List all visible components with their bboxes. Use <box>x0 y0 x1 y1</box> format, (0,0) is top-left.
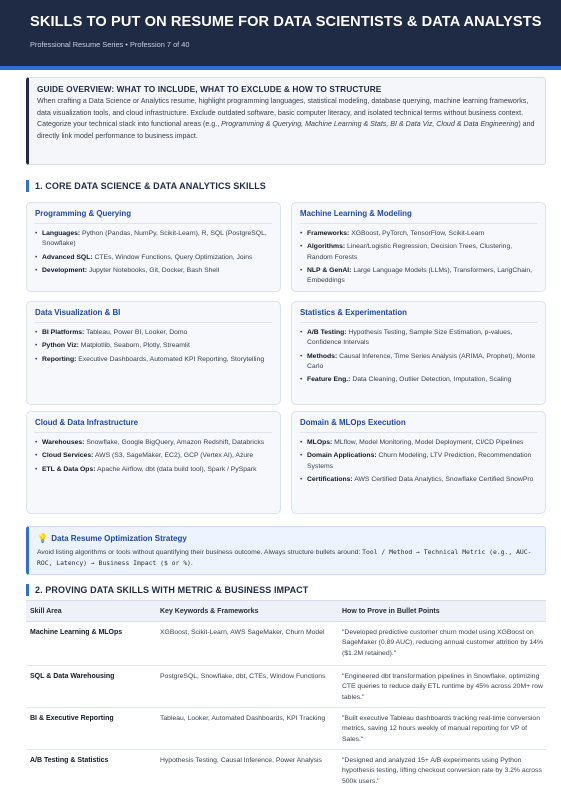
skill-item: • Development: Jupyter Notebooks, Git, Docker, Bash Shell <box>35 266 272 276</box>
guide-overview-box <box>26 77 546 165</box>
table-cell: "Built executive Tableau dashboards tracking real-time conversion metrics, saving 12 hours weekly of manual reporting for VP of Sales." <box>342 715 540 743</box>
section-heading-proving-skills: 2. PROVING DATA SKILLS WITH METRIC & BUSINESS IMPACT <box>26 584 308 596</box>
skill-item: • Reporting: Executive Dashboards, Automated KPI Reporting, Storytelling <box>35 355 272 365</box>
table-cell: "Engineered dbt transformation pipelines in Snowflake, optimizing CTE queries to reduce daily ETL runtime by 45% across 20M+ row tables." <box>342 673 543 701</box>
skill-card-visualization <box>26 301 281 405</box>
strategy-text <box>37 547 537 569</box>
skill-item: • NLP & GenAI: Large Language Models (LLMs), Transformers, LangChain, Embeddings <box>300 266 537 287</box>
table-header-cell: Skill Area <box>30 607 62 615</box>
section-heading-core-skills: 1. CORE DATA SCIENCE & DATA ANALYTICS SKILLS <box>26 180 266 192</box>
skill-item: • Certifications: AWS Certified Data Analytics, Snowflake Certified SnowPro <box>300 475 537 485</box>
guide-text <box>37 96 537 142</box>
table-cell: A/B Testing & Statistics <box>30 757 109 764</box>
table-cell: PostgreSQL, Snowflake, dbt, CTEs, Window Functions <box>160 673 326 680</box>
strategy-formula: Tool / Method → Technical Metric (e.g., AUC-ROC, Latency) → Business Impact ($ or %) <box>37 548 532 567</box>
skill-card-mlops <box>291 411 546 514</box>
table-cell: SQL & Data Warehousing <box>30 673 115 680</box>
guide-text-part: ) and directly link model performance to business impact. <box>37 120 535 140</box>
table-cell: Machine Learning & MLOps <box>30 629 123 636</box>
skill-item: • Cloud Services: AWS (S3, SageMaker, EC2), GCP (Vertex AI), Azure <box>35 451 272 461</box>
skill-item: • Frameworks: XGBoost, PyTorch, TensorFlow, Scikit-Learn <box>300 229 537 239</box>
skill-card-statistics <box>291 301 546 405</box>
skill-item: • Domain Applications: Churn Modeling, LTV Prediction, Recommendation Systems <box>300 451 537 472</box>
skill-item: • Algorithms: Linear/Logistic Regression, Decision Trees, Clustering, Random Forests <box>300 242 537 263</box>
skill-item: • Languages: Python (Pandas, NumPy, Scikit-Learn), R, SQL (PostgreSQL, Snowflake) <box>35 229 272 250</box>
guide-text-italic: Programming & Querying, Machine Learning & Stats, BI & Data Viz, Cloud & Data Engineering <box>221 120 519 129</box>
strategy-text-end: . <box>190 560 193 567</box>
skill-card-machine-learning <box>291 202 546 292</box>
skill-card-title: Machine Learning & Modeling <box>300 209 537 224</box>
table-header-row <box>26 600 546 622</box>
table-header-cell: How to Prove in Bullet Points <box>342 607 440 615</box>
skill-item: • ETL & Data Ops: Apache Airflow, dbt (data build tool), Spark / PySpark <box>35 465 272 475</box>
skill-card-cloud <box>26 411 281 514</box>
page-header <box>0 0 561 66</box>
skill-item: • Python Viz: Matplotlib, Seaborn, Plotly, Streamlit <box>35 341 272 351</box>
skill-item: • Feature Eng.: Data Cleaning, Outlier Detection, Imputation, Scaling <box>300 375 537 385</box>
skill-item: • Methods: Causal Inference, Time Series Analysis (ARIMA, Prophet), Monte Carlo <box>300 352 537 373</box>
table-row <box>26 622 546 666</box>
table-cell: BI & Executive Reporting <box>30 715 114 722</box>
guide-title: GUIDE OVERVIEW: WHAT TO INCLUDE, WHAT TO EXCLUDE & HOW TO STRUCTURE <box>37 84 382 94</box>
header-accent-bar <box>0 66 561 70</box>
skill-item: • A/B Testing: Hypothesis Testing, Sample Size Estimation, p-values, Confidence Intervals <box>300 328 537 349</box>
lightbulb-icon: 💡 <box>37 533 49 543</box>
table-cell: "Developed predictive customer churn model using XGBoost on SageMaker (0.89 AUC), reducing annual customer attrition by 14% ($1.2M retained)." <box>342 629 543 657</box>
strategy-title <box>37 533 537 544</box>
skill-item: • Warehouses: Snowflake, Google BigQuery, Amazon Redshift, Databricks <box>35 438 272 448</box>
table-row <box>26 750 546 792</box>
skill-item: • Advanced SQL: CTEs, Window Functions, Query Optimization, Joins <box>35 253 272 263</box>
skill-card-title: Domain & MLOps Execution <box>300 418 537 433</box>
strategy-title-text: Data Resume Optimization Strategy <box>51 534 187 543</box>
skill-item: • BI Platforms: Tableau, Power BI, Looker, Domo <box>35 328 272 338</box>
table-row <box>26 708 546 750</box>
skill-card-title: Statistics & Experimentation <box>300 308 537 323</box>
skill-card-title: Data Visualization & BI <box>35 308 272 323</box>
table-cell: "Designed and analyzed 15+ A/B experiments using Python hypothesis testing, lifting checkout conversion rate by 3.2% across 500k users." <box>342 757 542 785</box>
skill-card-programming <box>26 202 281 292</box>
strategy-text-part: Avoid listing algorithms or tools without quantifying their business outcome. Always structure bullets around: <box>37 549 363 556</box>
table-cell: Hypothesis Testing, Causal Inference, Power Analysis <box>160 757 322 764</box>
table-header-cell: Key Keywords & Frameworks <box>160 607 259 615</box>
table-cell: XGBoost, Scikit-Learn, AWS SageMaker, Churn Model <box>160 629 325 636</box>
page-subtitle: Professional Resume Series • Profession 7 of 40 <box>30 40 190 49</box>
strategy-callout <box>26 526 546 575</box>
skill-card-title: Programming & Querying <box>35 209 272 224</box>
skill-item: • MLOps: MLflow, Model Monitoring, Model Deployment, CI/CD Pipelines <box>300 438 537 448</box>
table-cell: Tableau, Looker, Automated Dashboards, KPI Tracking <box>160 715 326 722</box>
skills-impact-table <box>26 600 546 792</box>
skill-card-title: Cloud & Data Infrastructure <box>35 418 272 433</box>
guide-text-part: When crafting a Data Science or Analytics resume, highlight programming languages, statistical modeling, database querying, machine learning frameworks, data visualization tools, and cloud infrastructure. Exclude outdated software, basic computer literacy, and isolated technical terms without business context. Categorize your technical stack into functional areas (e.g., <box>37 97 529 129</box>
page-title: SKILLS TO PUT ON RESUME FOR DATA SCIENTISTS & DATA ANALYSTS <box>30 14 542 30</box>
table-row <box>26 666 546 708</box>
